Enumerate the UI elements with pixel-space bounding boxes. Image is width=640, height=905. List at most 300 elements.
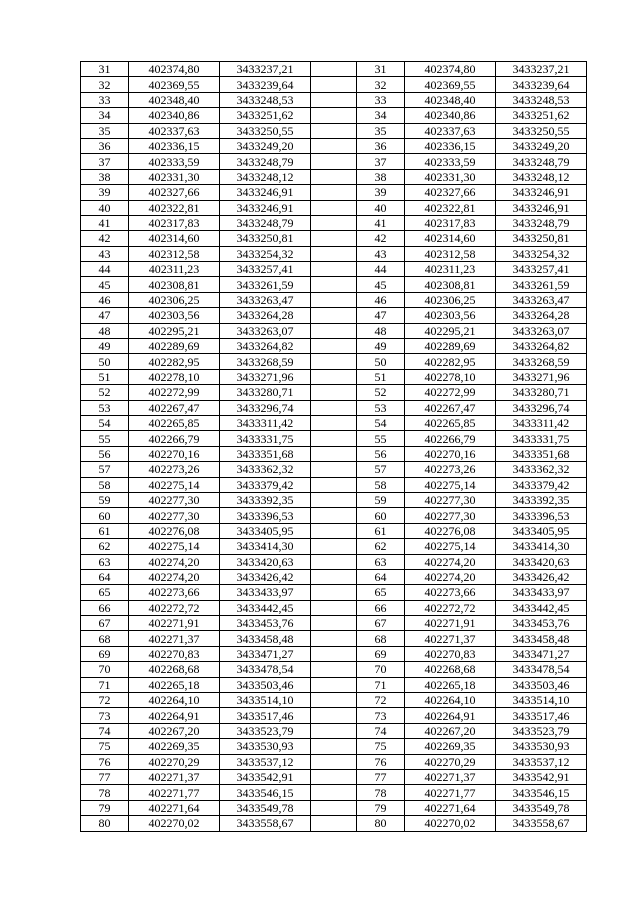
table-row xyxy=(81,693,587,708)
table-row xyxy=(81,231,587,246)
left-y-coordinate-cell: 3433442,45 xyxy=(220,600,311,615)
right-x-coordinate-cell: 402278,10 xyxy=(405,369,496,384)
table-row xyxy=(81,292,587,307)
gap-cell xyxy=(311,400,357,415)
right-y-coordinate-cell: 3433351,68 xyxy=(496,446,587,461)
right-point-number-cell: 39 xyxy=(357,185,405,200)
left-point-number-cell: 68 xyxy=(81,631,129,646)
left-point-number-cell: 39 xyxy=(81,185,129,200)
left-y-coordinate-cell: 3433257,41 xyxy=(220,262,311,277)
left-x-coordinate-cell: 402266,79 xyxy=(129,431,220,446)
left-y-coordinate-cell: 3433263,47 xyxy=(220,292,311,307)
right-point-number-cell: 76 xyxy=(357,754,405,769)
left-point-number-cell: 56 xyxy=(81,446,129,461)
right-y-coordinate-cell: 3433246,91 xyxy=(496,200,587,215)
right-point-number-cell: 53 xyxy=(357,400,405,415)
gap-cell xyxy=(311,292,357,307)
gap-cell xyxy=(311,616,357,631)
table-row xyxy=(81,554,587,569)
right-x-coordinate-cell: 402289,69 xyxy=(405,339,496,354)
right-y-coordinate-cell: 3433264,82 xyxy=(496,339,587,354)
right-x-coordinate-cell: 402336,15 xyxy=(405,138,496,153)
left-y-coordinate-cell: 3433379,42 xyxy=(220,477,311,492)
left-y-coordinate-cell: 3433249,20 xyxy=(220,138,311,153)
gap-cell xyxy=(311,77,357,92)
left-x-coordinate-cell: 402268,68 xyxy=(129,662,220,677)
right-point-number-cell: 36 xyxy=(357,138,405,153)
left-y-coordinate-cell: 3433248,79 xyxy=(220,154,311,169)
left-point-number-cell: 65 xyxy=(81,585,129,600)
right-y-coordinate-cell: 3433458,48 xyxy=(496,631,587,646)
left-point-number-cell: 43 xyxy=(81,246,129,261)
right-point-number-cell: 54 xyxy=(357,415,405,430)
left-x-coordinate-cell: 402336,15 xyxy=(129,138,220,153)
right-x-coordinate-cell: 402314,60 xyxy=(405,231,496,246)
left-point-number-cell: 76 xyxy=(81,754,129,769)
gap-cell xyxy=(311,246,357,261)
right-point-number-cell: 33 xyxy=(357,92,405,107)
table-row xyxy=(81,662,587,677)
right-y-coordinate-cell: 3433546,15 xyxy=(496,785,587,800)
gap-cell xyxy=(311,723,357,738)
left-point-number-cell: 31 xyxy=(81,62,129,77)
right-x-coordinate-cell: 402268,68 xyxy=(405,662,496,677)
right-y-coordinate-cell: 3433530,93 xyxy=(496,739,587,754)
gap-cell xyxy=(311,739,357,754)
left-y-coordinate-cell: 3433263,07 xyxy=(220,323,311,338)
gap-cell xyxy=(311,431,357,446)
left-y-coordinate-cell: 3433264,82 xyxy=(220,339,311,354)
right-point-number-cell: 41 xyxy=(357,215,405,230)
left-point-number-cell: 61 xyxy=(81,523,129,538)
right-point-number-cell: 65 xyxy=(357,585,405,600)
right-y-coordinate-cell: 3433264,28 xyxy=(496,308,587,323)
table-row xyxy=(81,431,587,446)
left-point-number-cell: 55 xyxy=(81,431,129,446)
gap-cell xyxy=(311,662,357,677)
left-y-coordinate-cell: 3433311,42 xyxy=(220,415,311,430)
right-y-coordinate-cell: 3433239,64 xyxy=(496,77,587,92)
right-y-coordinate-cell: 3433263,47 xyxy=(496,292,587,307)
left-x-coordinate-cell: 402271,64 xyxy=(129,800,220,815)
table-row xyxy=(81,492,587,507)
right-y-coordinate-cell: 3433523,79 xyxy=(496,723,587,738)
gap-cell xyxy=(311,708,357,723)
right-x-coordinate-cell: 402271,64 xyxy=(405,800,496,815)
right-x-coordinate-cell: 402270,29 xyxy=(405,754,496,769)
gap-cell xyxy=(311,354,357,369)
left-y-coordinate-cell: 3433514,10 xyxy=(220,693,311,708)
right-y-coordinate-cell: 3433268,59 xyxy=(496,354,587,369)
left-y-coordinate-cell: 3433271,96 xyxy=(220,369,311,384)
left-point-number-cell: 46 xyxy=(81,292,129,307)
left-x-coordinate-cell: 402270,02 xyxy=(129,816,220,831)
table-row xyxy=(81,446,587,461)
table-row xyxy=(81,477,587,492)
right-point-number-cell: 68 xyxy=(357,631,405,646)
left-x-coordinate-cell: 402303,56 xyxy=(129,308,220,323)
right-x-coordinate-cell: 402306,25 xyxy=(405,292,496,307)
right-x-coordinate-cell: 402271,37 xyxy=(405,631,496,646)
gap-cell xyxy=(311,754,357,769)
gap-cell xyxy=(311,539,357,554)
right-y-coordinate-cell: 3433271,96 xyxy=(496,369,587,384)
table-row xyxy=(81,77,587,92)
right-x-coordinate-cell: 402277,30 xyxy=(405,508,496,523)
left-point-number-cell: 69 xyxy=(81,646,129,661)
left-point-number-cell: 34 xyxy=(81,108,129,123)
right-y-coordinate-cell: 3433249,20 xyxy=(496,138,587,153)
right-point-number-cell: 56 xyxy=(357,446,405,461)
left-point-number-cell: 75 xyxy=(81,739,129,754)
left-y-coordinate-cell: 3433405,95 xyxy=(220,523,311,538)
left-x-coordinate-cell: 402311,23 xyxy=(129,262,220,277)
left-x-coordinate-cell: 402271,37 xyxy=(129,769,220,784)
right-x-coordinate-cell: 402277,30 xyxy=(405,492,496,507)
table-row xyxy=(81,631,587,646)
table-row xyxy=(81,816,587,831)
left-y-coordinate-cell: 3433351,68 xyxy=(220,446,311,461)
right-y-coordinate-cell: 3433254,32 xyxy=(496,246,587,261)
left-y-coordinate-cell: 3433251,62 xyxy=(220,108,311,123)
left-y-coordinate-cell: 3433414,30 xyxy=(220,539,311,554)
right-x-coordinate-cell: 402274,20 xyxy=(405,569,496,584)
right-y-coordinate-cell: 3433257,41 xyxy=(496,262,587,277)
left-x-coordinate-cell: 402306,25 xyxy=(129,292,220,307)
left-point-number-cell: 66 xyxy=(81,600,129,615)
right-x-coordinate-cell: 402270,16 xyxy=(405,446,496,461)
table-row xyxy=(81,185,587,200)
right-x-coordinate-cell: 402271,91 xyxy=(405,616,496,631)
table-row xyxy=(81,92,587,107)
right-y-coordinate-cell: 3433250,81 xyxy=(496,231,587,246)
right-y-coordinate-cell: 3433296,74 xyxy=(496,400,587,415)
right-x-coordinate-cell: 402340,86 xyxy=(405,108,496,123)
table-row xyxy=(81,585,587,600)
left-x-coordinate-cell: 402289,69 xyxy=(129,339,220,354)
left-point-number-cell: 71 xyxy=(81,677,129,692)
left-y-coordinate-cell: 3433537,12 xyxy=(220,754,311,769)
right-point-number-cell: 43 xyxy=(357,246,405,261)
left-x-coordinate-cell: 402312,58 xyxy=(129,246,220,261)
table-row xyxy=(81,800,587,815)
right-point-number-cell: 50 xyxy=(357,354,405,369)
left-point-number-cell: 52 xyxy=(81,385,129,400)
left-x-coordinate-cell: 402270,83 xyxy=(129,646,220,661)
gap-cell xyxy=(311,523,357,538)
left-y-coordinate-cell: 3433426,42 xyxy=(220,569,311,584)
left-y-coordinate-cell: 3433268,59 xyxy=(220,354,311,369)
right-point-number-cell: 42 xyxy=(357,231,405,246)
table-row xyxy=(81,108,587,123)
table-row xyxy=(81,769,587,784)
right-point-number-cell: 67 xyxy=(357,616,405,631)
right-point-number-cell: 59 xyxy=(357,492,405,507)
right-x-coordinate-cell: 402272,72 xyxy=(405,600,496,615)
right-x-coordinate-cell: 402269,35 xyxy=(405,739,496,754)
right-y-coordinate-cell: 3433261,59 xyxy=(496,277,587,292)
table-row xyxy=(81,339,587,354)
right-y-coordinate-cell: 3433478,54 xyxy=(496,662,587,677)
left-point-number-cell: 57 xyxy=(81,462,129,477)
left-y-coordinate-cell: 3433471,27 xyxy=(220,646,311,661)
table-row xyxy=(81,569,587,584)
table-row xyxy=(81,200,587,215)
gap-cell xyxy=(311,508,357,523)
gap-cell xyxy=(311,415,357,430)
table-row xyxy=(81,369,587,384)
left-point-number-cell: 72 xyxy=(81,693,129,708)
right-x-coordinate-cell: 402308,81 xyxy=(405,277,496,292)
right-x-coordinate-cell: 402276,08 xyxy=(405,523,496,538)
right-x-coordinate-cell: 402264,91 xyxy=(405,708,496,723)
left-x-coordinate-cell: 402272,99 xyxy=(129,385,220,400)
left-x-coordinate-cell: 402272,72 xyxy=(129,600,220,615)
right-y-coordinate-cell: 3433263,07 xyxy=(496,323,587,338)
left-x-coordinate-cell: 402273,66 xyxy=(129,585,220,600)
right-point-number-cell: 73 xyxy=(357,708,405,723)
right-x-coordinate-cell: 402267,20 xyxy=(405,723,496,738)
left-y-coordinate-cell: 3433237,21 xyxy=(220,62,311,77)
gap-cell xyxy=(311,800,357,815)
table-row xyxy=(81,539,587,554)
left-x-coordinate-cell: 402275,14 xyxy=(129,477,220,492)
left-x-coordinate-cell: 402267,47 xyxy=(129,400,220,415)
right-x-coordinate-cell: 402271,37 xyxy=(405,769,496,784)
table-row xyxy=(81,723,587,738)
right-x-coordinate-cell: 402369,55 xyxy=(405,77,496,92)
left-x-coordinate-cell: 402282,95 xyxy=(129,354,220,369)
table-row xyxy=(81,262,587,277)
gap-cell xyxy=(311,138,357,153)
left-y-coordinate-cell: 3433503,46 xyxy=(220,677,311,692)
gap-cell xyxy=(311,215,357,230)
left-x-coordinate-cell: 402271,37 xyxy=(129,631,220,646)
table-row xyxy=(81,677,587,692)
left-x-coordinate-cell: 402273,26 xyxy=(129,462,220,477)
left-point-number-cell: 73 xyxy=(81,708,129,723)
right-y-coordinate-cell: 3433248,79 xyxy=(496,154,587,169)
gap-cell xyxy=(311,277,357,292)
right-point-number-cell: 32 xyxy=(357,77,405,92)
left-y-coordinate-cell: 3433254,32 xyxy=(220,246,311,261)
left-y-coordinate-cell: 3433558,67 xyxy=(220,816,311,831)
gap-cell xyxy=(311,600,357,615)
table-row xyxy=(81,600,587,615)
left-y-coordinate-cell: 3433396,53 xyxy=(220,508,311,523)
gap-cell xyxy=(311,62,357,77)
right-point-number-cell: 34 xyxy=(357,108,405,123)
left-point-number-cell: 48 xyxy=(81,323,129,338)
gap-cell xyxy=(311,585,357,600)
right-y-coordinate-cell: 3433280,71 xyxy=(496,385,587,400)
left-x-coordinate-cell: 402308,81 xyxy=(129,277,220,292)
left-point-number-cell: 42 xyxy=(81,231,129,246)
right-y-coordinate-cell: 3433248,79 xyxy=(496,215,587,230)
right-y-coordinate-cell: 3433331,75 xyxy=(496,431,587,446)
table-row xyxy=(81,754,587,769)
left-y-coordinate-cell: 3433523,79 xyxy=(220,723,311,738)
right-x-coordinate-cell: 402333,59 xyxy=(405,154,496,169)
right-point-number-cell: 60 xyxy=(357,508,405,523)
gap-cell xyxy=(311,646,357,661)
left-x-coordinate-cell: 402271,91 xyxy=(129,616,220,631)
left-x-coordinate-cell: 402265,18 xyxy=(129,677,220,692)
right-point-number-cell: 47 xyxy=(357,308,405,323)
right-y-coordinate-cell: 3433251,62 xyxy=(496,108,587,123)
left-y-coordinate-cell: 3433250,81 xyxy=(220,231,311,246)
gap-cell xyxy=(311,369,357,384)
gap-cell xyxy=(311,323,357,338)
right-x-coordinate-cell: 402273,66 xyxy=(405,585,496,600)
right-x-coordinate-cell: 402270,83 xyxy=(405,646,496,661)
left-x-coordinate-cell: 402274,20 xyxy=(129,554,220,569)
right-point-number-cell: 64 xyxy=(357,569,405,584)
left-x-coordinate-cell: 402264,10 xyxy=(129,693,220,708)
left-point-number-cell: 36 xyxy=(81,138,129,153)
left-point-number-cell: 40 xyxy=(81,200,129,215)
left-y-coordinate-cell: 3433296,74 xyxy=(220,400,311,415)
left-y-coordinate-cell: 3433239,64 xyxy=(220,77,311,92)
table-row xyxy=(81,708,587,723)
right-point-number-cell: 55 xyxy=(357,431,405,446)
table-row xyxy=(81,354,587,369)
left-x-coordinate-cell: 402374,80 xyxy=(129,62,220,77)
right-point-number-cell: 71 xyxy=(357,677,405,692)
left-x-coordinate-cell: 402271,77 xyxy=(129,785,220,800)
right-point-number-cell: 44 xyxy=(357,262,405,277)
left-x-coordinate-cell: 402278,10 xyxy=(129,369,220,384)
left-point-number-cell: 64 xyxy=(81,569,129,584)
right-point-number-cell: 61 xyxy=(357,523,405,538)
left-x-coordinate-cell: 402327,66 xyxy=(129,185,220,200)
right-point-number-cell: 51 xyxy=(357,369,405,384)
gap-cell xyxy=(311,231,357,246)
table-row xyxy=(81,62,587,77)
right-x-coordinate-cell: 402322,81 xyxy=(405,200,496,215)
left-y-coordinate-cell: 3433549,78 xyxy=(220,800,311,815)
right-x-coordinate-cell: 402271,77 xyxy=(405,785,496,800)
gap-cell xyxy=(311,200,357,215)
table-row xyxy=(81,646,587,661)
left-x-coordinate-cell: 402270,16 xyxy=(129,446,220,461)
left-y-coordinate-cell: 3433542,91 xyxy=(220,769,311,784)
right-point-number-cell: 58 xyxy=(357,477,405,492)
table-row xyxy=(81,415,587,430)
table-row xyxy=(81,462,587,477)
left-y-coordinate-cell: 3433248,79 xyxy=(220,215,311,230)
left-x-coordinate-cell: 402340,86 xyxy=(129,108,220,123)
left-x-coordinate-cell: 402322,81 xyxy=(129,200,220,215)
left-point-number-cell: 49 xyxy=(81,339,129,354)
right-x-coordinate-cell: 402331,30 xyxy=(405,169,496,184)
right-y-coordinate-cell: 3433420,63 xyxy=(496,554,587,569)
left-y-coordinate-cell: 3433248,12 xyxy=(220,169,311,184)
left-point-number-cell: 54 xyxy=(81,415,129,430)
right-point-number-cell: 80 xyxy=(357,816,405,831)
right-y-coordinate-cell: 3433392,35 xyxy=(496,492,587,507)
left-x-coordinate-cell: 402337,63 xyxy=(129,123,220,138)
left-x-coordinate-cell: 402314,60 xyxy=(129,231,220,246)
left-y-coordinate-cell: 3433453,76 xyxy=(220,616,311,631)
right-point-number-cell: 66 xyxy=(357,600,405,615)
left-x-coordinate-cell: 402348,40 xyxy=(129,92,220,107)
left-y-coordinate-cell: 3433433,97 xyxy=(220,585,311,600)
gap-cell xyxy=(311,169,357,184)
gap-cell xyxy=(311,769,357,784)
gap-cell xyxy=(311,462,357,477)
table-row xyxy=(81,385,587,400)
right-y-coordinate-cell: 3433453,76 xyxy=(496,616,587,631)
left-point-number-cell: 59 xyxy=(81,492,129,507)
left-y-coordinate-cell: 3433250,55 xyxy=(220,123,311,138)
left-point-number-cell: 62 xyxy=(81,539,129,554)
left-point-number-cell: 80 xyxy=(81,816,129,831)
left-point-number-cell: 74 xyxy=(81,723,129,738)
left-point-number-cell: 44 xyxy=(81,262,129,277)
left-y-coordinate-cell: 3433530,93 xyxy=(220,739,311,754)
right-point-number-cell: 78 xyxy=(357,785,405,800)
left-point-number-cell: 47 xyxy=(81,308,129,323)
left-x-coordinate-cell: 402277,30 xyxy=(129,492,220,507)
table-row xyxy=(81,277,587,292)
right-x-coordinate-cell: 402303,56 xyxy=(405,308,496,323)
right-y-coordinate-cell: 3433537,12 xyxy=(496,754,587,769)
gap-cell xyxy=(311,339,357,354)
left-y-coordinate-cell: 3433517,46 xyxy=(220,708,311,723)
gap-cell xyxy=(311,92,357,107)
left-x-coordinate-cell: 402275,14 xyxy=(129,539,220,554)
coordinates-table-body xyxy=(81,62,587,832)
right-x-coordinate-cell: 402312,58 xyxy=(405,246,496,261)
left-point-number-cell: 60 xyxy=(81,508,129,523)
right-y-coordinate-cell: 3433471,27 xyxy=(496,646,587,661)
left-x-coordinate-cell: 402270,29 xyxy=(129,754,220,769)
left-y-coordinate-cell: 3433264,28 xyxy=(220,308,311,323)
left-x-coordinate-cell: 402276,08 xyxy=(129,523,220,538)
left-y-coordinate-cell: 3433546,15 xyxy=(220,785,311,800)
right-y-coordinate-cell: 3433311,42 xyxy=(496,415,587,430)
gap-cell xyxy=(311,123,357,138)
left-point-number-cell: 58 xyxy=(81,477,129,492)
gap-cell xyxy=(311,108,357,123)
left-x-coordinate-cell: 402269,35 xyxy=(129,739,220,754)
right-point-number-cell: 79 xyxy=(357,800,405,815)
right-point-number-cell: 37 xyxy=(357,154,405,169)
left-y-coordinate-cell: 3433280,71 xyxy=(220,385,311,400)
right-y-coordinate-cell: 3433248,12 xyxy=(496,169,587,184)
right-y-coordinate-cell: 3433246,91 xyxy=(496,185,587,200)
right-y-coordinate-cell: 3433503,46 xyxy=(496,677,587,692)
left-point-number-cell: 45 xyxy=(81,277,129,292)
table-row xyxy=(81,523,587,538)
right-y-coordinate-cell: 3433414,30 xyxy=(496,539,587,554)
left-point-number-cell: 77 xyxy=(81,769,129,784)
right-x-coordinate-cell: 402265,18 xyxy=(405,677,496,692)
right-x-coordinate-cell: 402282,95 xyxy=(405,354,496,369)
left-point-number-cell: 33 xyxy=(81,92,129,107)
right-point-number-cell: 46 xyxy=(357,292,405,307)
table-row xyxy=(81,739,587,754)
left-y-coordinate-cell: 3433331,75 xyxy=(220,431,311,446)
left-point-number-cell: 51 xyxy=(81,369,129,384)
left-y-coordinate-cell: 3433478,54 xyxy=(220,662,311,677)
gap-cell xyxy=(311,385,357,400)
table-row xyxy=(81,246,587,261)
gap-cell xyxy=(311,631,357,646)
right-point-number-cell: 48 xyxy=(357,323,405,338)
right-x-coordinate-cell: 402267,47 xyxy=(405,400,496,415)
